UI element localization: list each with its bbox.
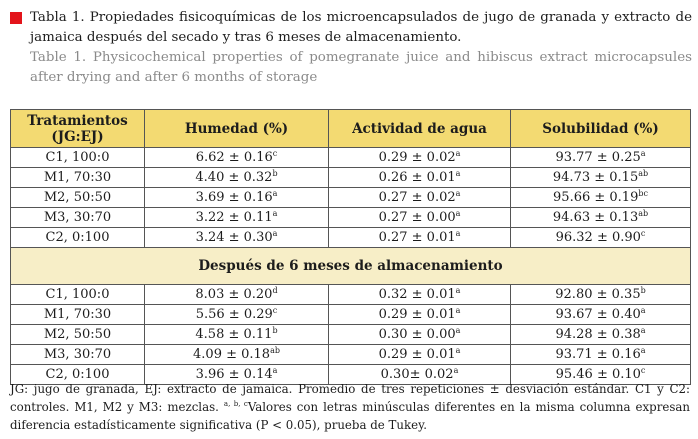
treatment-cell-value: M2, 50:50 — [43, 327, 112, 342]
moisture-cell-significance-letter: a — [272, 229, 278, 238]
water-activity-cell-value: 0.26 ± 0.01 — [378, 170, 456, 185]
treatment-cell-value: M2, 50:50 — [43, 190, 112, 205]
properties-table — [10, 109, 691, 385]
table-body-after-storage — [11, 285, 691, 385]
solubility-cell-value: 94.63 ± 0.13 — [552, 210, 639, 225]
moisture-cell-significance-letter: c — [272, 149, 278, 158]
moisture-cell-value: 5.56 ± 0.29 — [195, 307, 273, 322]
section-label: Después de 6 meses de almacenamiento — [11, 248, 691, 285]
treatment-cell-value: M1, 70:30 — [43, 307, 112, 322]
water-activity-cell-significance-letter: a — [455, 149, 461, 158]
moisture-cell-value: 6.62 ± 0.16 — [195, 150, 273, 165]
solubility-cell — [511, 325, 691, 345]
moisture-cell-significance-letter: b — [272, 169, 278, 178]
solubility-cell — [511, 228, 691, 248]
moisture-cell — [145, 285, 329, 305]
water-activity-cell-value: 0.29 ± 0.01 — [378, 307, 456, 322]
water-activity-cell — [329, 285, 511, 305]
moisture-cell — [145, 305, 329, 325]
water-activity-cell-value: 0.32 ± 0.01 — [378, 287, 456, 302]
table-row — [11, 325, 691, 345]
water-activity-cell — [329, 188, 511, 208]
caption-english: Table 1. Physicochemical properties of pomegranate juice and hibiscus extract microcapsules after drying and after 6 months of storage — [30, 50, 692, 85]
treatment-cell — [11, 305, 145, 325]
water-activity-cell — [329, 325, 511, 345]
solubility-cell-value: 92.80 ± 0.35 — [555, 287, 641, 302]
solubility-cell-value: 96.32 ± 0.90 — [555, 230, 641, 245]
table-header-row — [11, 110, 691, 148]
solubility-cell-significance-letter: bc — [638, 189, 648, 198]
water-activity-cell — [329, 305, 511, 325]
water-activity-cell-significance-letter: a — [455, 169, 461, 178]
footnote-text-1: JG: jugo de granada, EJ: extracto de jamaica. Promedio de tres repeticiones ± desviación estándar. C1 y C2: controles. M1, M2 y M3: mezclas. — [10, 382, 690, 414]
water-activity-cell-significance-letter: a — [455, 286, 461, 295]
moisture-cell-value: 8.03 ± 0.20 — [195, 287, 273, 302]
treatment-cell — [11, 285, 145, 305]
solubility-cell-significance-letter: a — [640, 149, 646, 158]
moisture-cell — [145, 228, 329, 248]
footnote-text-2: Valores con letras minúsculas diferentes en la misma columna expresan diferencia estadísticamente significativa (P < 0.05), prueba de Tukey. — [10, 400, 690, 432]
table-row — [11, 345, 691, 365]
solubility-cell-significance-letter: b — [640, 286, 646, 295]
caption-marker — [10, 12, 22, 24]
water-activity-cell — [329, 168, 511, 188]
moisture-cell — [145, 345, 329, 365]
treatment-cell — [11, 345, 145, 365]
table-row — [11, 168, 691, 188]
moisture-cell-value: 3.22 ± 0.11 — [195, 210, 273, 225]
solubility-cell — [511, 345, 691, 365]
moisture-cell — [145, 168, 329, 188]
table-row — [11, 188, 691, 208]
water-activity-cell — [329, 345, 511, 365]
table-row — [11, 148, 691, 168]
table-body-after-drying — [11, 148, 691, 248]
moisture-cell-significance-letter: ab — [270, 346, 280, 355]
table-row — [11, 228, 691, 248]
water-activity-cell-value: 0.27 ± 0.02 — [378, 190, 456, 205]
treatment-cell — [11, 188, 145, 208]
footnote-superscript: a, b, c — [223, 400, 248, 408]
header-treatments: Tratamientos (JG:EJ) — [11, 110, 145, 148]
treatment-cell-value: C1, 100:0 — [45, 287, 110, 302]
treatment-cell-value: M3, 30:70 — [43, 210, 112, 225]
moisture-cell-value: 4.40 ± 0.32 — [195, 170, 273, 185]
caption-spanish-text: Tabla 1. Propiedades fisicoquímicas de los microencapsulados de jugo de granada y extracto de jamaica después del secado y tras 6 meses de almacenamiento. — [30, 10, 692, 45]
moisture-cell-value: 3.96 ± 0.14 — [195, 367, 273, 382]
moisture-cell-value: 4.58 ± 0.11 — [195, 327, 273, 342]
solubility-cell — [511, 208, 691, 228]
solubility-cell-value: 95.66 ± 0.19 — [553, 190, 639, 205]
water-activity-cell-value: 0.29 ± 0.01 — [378, 347, 456, 362]
moisture-cell-value: 3.69 ± 0.16 — [195, 190, 273, 205]
water-activity-cell-value: 0.30 ± 0.00 — [378, 327, 456, 342]
table-row — [11, 208, 691, 228]
solubility-cell-significance-letter: c — [640, 229, 646, 238]
moisture-cell-significance-letter: b — [272, 326, 278, 335]
water-activity-cell-value: 0.29 ± 0.02 — [378, 150, 456, 165]
solubility-cell-value: 94.73 ± 0.15 — [552, 170, 639, 185]
water-activity-cell-significance-letter: a — [455, 306, 461, 315]
treatment-cell — [11, 148, 145, 168]
treatment-cell-value: C1, 100:0 — [45, 150, 110, 165]
moisture-cell-significance-letter: a — [272, 209, 278, 218]
solubility-cell — [511, 305, 691, 325]
header-water-activity: Actividad de agua — [329, 110, 511, 148]
solubility-cell-significance-letter: a — [640, 346, 646, 355]
solubility-cell — [511, 148, 691, 168]
solubility-cell-value: 93.71 ± 0.16 — [555, 347, 641, 362]
header-moisture: Humedad (%) — [145, 110, 329, 148]
treatment-cell-value: M3, 30:70 — [43, 347, 112, 362]
treatment-cell — [11, 208, 145, 228]
water-activity-cell-significance-letter: a — [455, 346, 461, 355]
solubility-cell-significance-letter: a — [640, 306, 646, 315]
water-activity-cell-value: 0.27 ± 0.00 — [378, 210, 456, 225]
treatment-cell-value: C2, 0:100 — [45, 230, 110, 245]
solubility-cell — [511, 285, 691, 305]
moisture-cell — [145, 188, 329, 208]
water-activity-cell-significance-letter: a — [455, 209, 461, 218]
treatment-cell-value: M1, 70:30 — [43, 170, 112, 185]
solubility-cell-value: 93.77 ± 0.25 — [555, 150, 641, 165]
caption-spanish — [10, 8, 692, 48]
solubility-cell-significance-letter: ab — [638, 209, 649, 218]
moisture-cell-value: 4.09 ± 0.18 — [193, 347, 271, 362]
water-activity-cell-significance-letter: a — [455, 326, 461, 335]
water-activity-cell — [329, 148, 511, 168]
water-activity-cell-significance-letter: a — [455, 229, 461, 238]
table-footnote — [10, 380, 690, 434]
moisture-cell — [145, 148, 329, 168]
water-activity-cell-significance-letter: a — [453, 366, 459, 375]
solubility-cell-value: 93.67 ± 0.40 — [555, 307, 641, 322]
moisture-cell — [145, 325, 329, 345]
solubility-cell — [511, 168, 691, 188]
solubility-cell-significance-letter: c — [640, 366, 646, 375]
section-row — [11, 248, 691, 285]
table-row — [11, 305, 691, 325]
water-activity-cell-significance-letter: a — [455, 189, 461, 198]
table-caption — [10, 8, 692, 88]
treatment-cell — [11, 325, 145, 345]
moisture-cell-significance-letter: d — [272, 286, 278, 295]
solubility-cell-value: 95.46 ± 0.10 — [555, 367, 641, 382]
table-row — [11, 285, 691, 305]
treatment-cell — [11, 168, 145, 188]
water-activity-cell — [329, 228, 511, 248]
solubility-cell-value: 94.28 ± 0.38 — [555, 327, 641, 342]
moisture-cell-significance-letter: a — [272, 189, 278, 198]
header-solubility: Solubilidad (%) — [511, 110, 691, 148]
water-activity-cell — [329, 208, 511, 228]
solubility-cell — [511, 188, 691, 208]
solubility-cell-significance-letter: ab — [638, 169, 649, 178]
water-activity-cell-value: 0.30± 0.02 — [380, 367, 454, 382]
moisture-cell-significance-letter: a — [272, 366, 278, 375]
moisture-cell-significance-letter: c — [272, 306, 278, 315]
solubility-cell-significance-letter: a — [640, 326, 646, 335]
water-activity-cell-value: 0.27 ± 0.01 — [378, 230, 456, 245]
moisture-cell-value: 3.24 ± 0.30 — [195, 230, 273, 245]
treatment-cell — [11, 228, 145, 248]
moisture-cell — [145, 208, 329, 228]
treatment-cell-value: C2, 0:100 — [45, 367, 110, 382]
